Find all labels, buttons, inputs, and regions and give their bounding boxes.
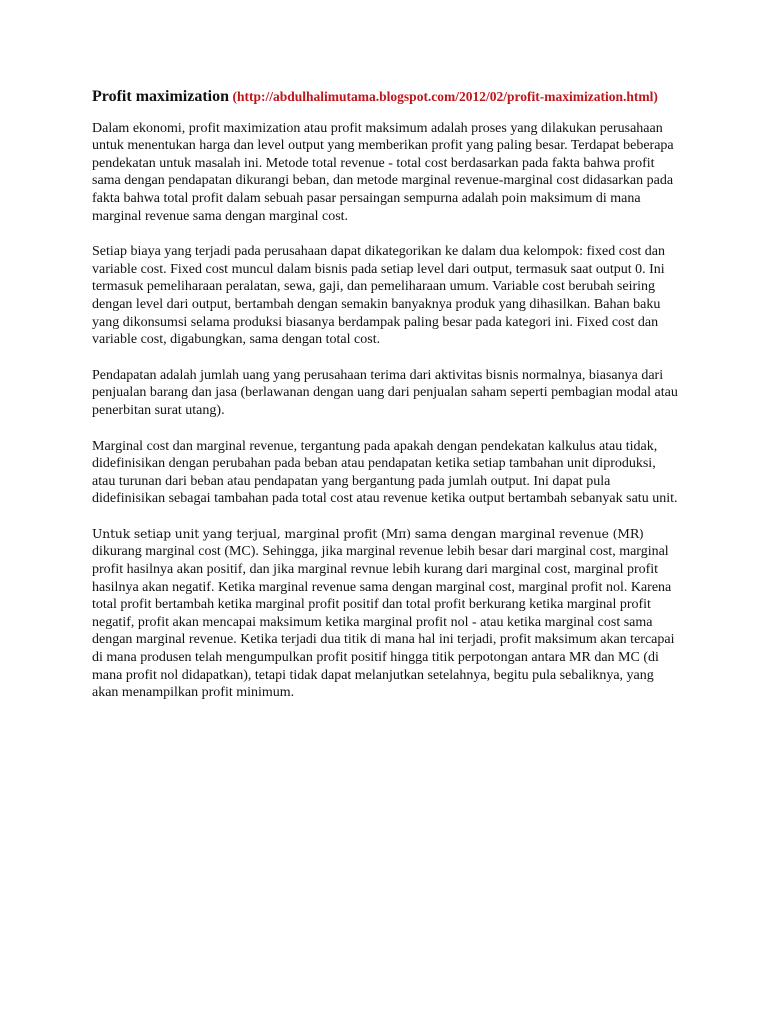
paragraph-2: Setiap biaya yang terjadi pada perusahaan dapat dikategorikan ke dalam dua kelompok: fixed cost dan variable cost. Fixed cost muncul dalam bisnis pada setiap level dari output, termasuk saat output 0. Ini termasuk pemeliharaan peralatan, sewa, gaji, dan pemeliharaan umum. Variable cost berubah seiring dengan level dari output, bertambah dengan semakin banyaknya produk yang dihasilkan. Bahan baku yang dikonsumsi selama produksi biasanya berdampak paling besar pada kategori ini. Fixed cost dan variable cost, digabungkan, sama dengan total cost. xyxy=(92,244,666,348)
paragraph-4: Marginal cost dan marginal revenue, tergantung pada apakah dengan pendekatan kalkulus atau tidak, didefinisikan dengan perubahan pada beban atau pendapatan ketika setiap tambahan unit diproduksi, atau turunan dari beban atau pendapatan yang bergantung pada jumlah output. Ini dapat pula didefinisikan sebagai tambahan pada total cost atau revenue ketika output bertambah sebanyak satu unit. xyxy=(92,438,678,507)
paragraph-5 xyxy=(92,526,678,702)
paragraph-3: Pendapatan adalah jumlah uang yang perusahaan terima dari aktivitas bisnis normalnya, biasanya dari penjualan barang dan jasa (berlawanan dengan uang dari penjualan saham seperti pembagian modal atau penerbitan surat utang). xyxy=(92,367,678,418)
document-page xyxy=(92,88,678,720)
document-header xyxy=(92,88,678,107)
document-title: Profit maximization xyxy=(92,88,230,105)
paragraph-1: Dalam ekonomi, profit maximization atau profit maksimum adalah proses yang dilakukan perusahaan untuk menentukan harga dan level output yang memberikan profit yang paling besar. Terdapat beberapa pendekatan untuk masalah ini. Metode total revenue - total cost berdasarkan pada fakta bahwa profit sama dengan pendapatan dikurangi beban, dan metode marginal revenue-marginal cost didasarkan pada fakta bahwa total profit dalam sebuah pasar persaingan sempurna adalah poin maksimum di mana marginal revenue sama dengan marginal cost. xyxy=(92,120,674,224)
paragraph-5-opening: Untuk setiap unit yang terjual, marginal profit (Mπ) sama dengan marginal revenue (MR) xyxy=(92,526,644,541)
paragraph-5-body: dikurang marginal cost (MC). Sehingga, jika marginal revenue lebih besar dari marginal cost, marginal profit hasilnya akan positif, dan jika marginal revnue lebih kurang dari marginal cost, marginal profit hasilnya akan negatif. Ketika marginal revenue sama dengan marginal cost, marginal profit nol. Karena total profit bertambah ketika marginal profit positif dan total profit berkurang ketika marginal profit negatif, profit akan mencapai maksimum ketika marginal profit nol - atau ketika marginal cost sama dengan marginal revenue. Ketika terjadi dua titik di mana hal ini terjadi, profit maksimum akan tercapai di mana produsen telah mengumpulkan profit positif hingga titik perpotongan antara MR dan MC (di mana profit nol didapatkan), tetapi tidak dapat melanjutkan setelahnya, begitu pula sebaliknya, yang akan menampilkan profit minimum. xyxy=(92,544,675,701)
source-link[interactable]: (http://abdulhalimutama.blogspot.com/2012/02/profit-maximization.html) xyxy=(232,89,658,104)
